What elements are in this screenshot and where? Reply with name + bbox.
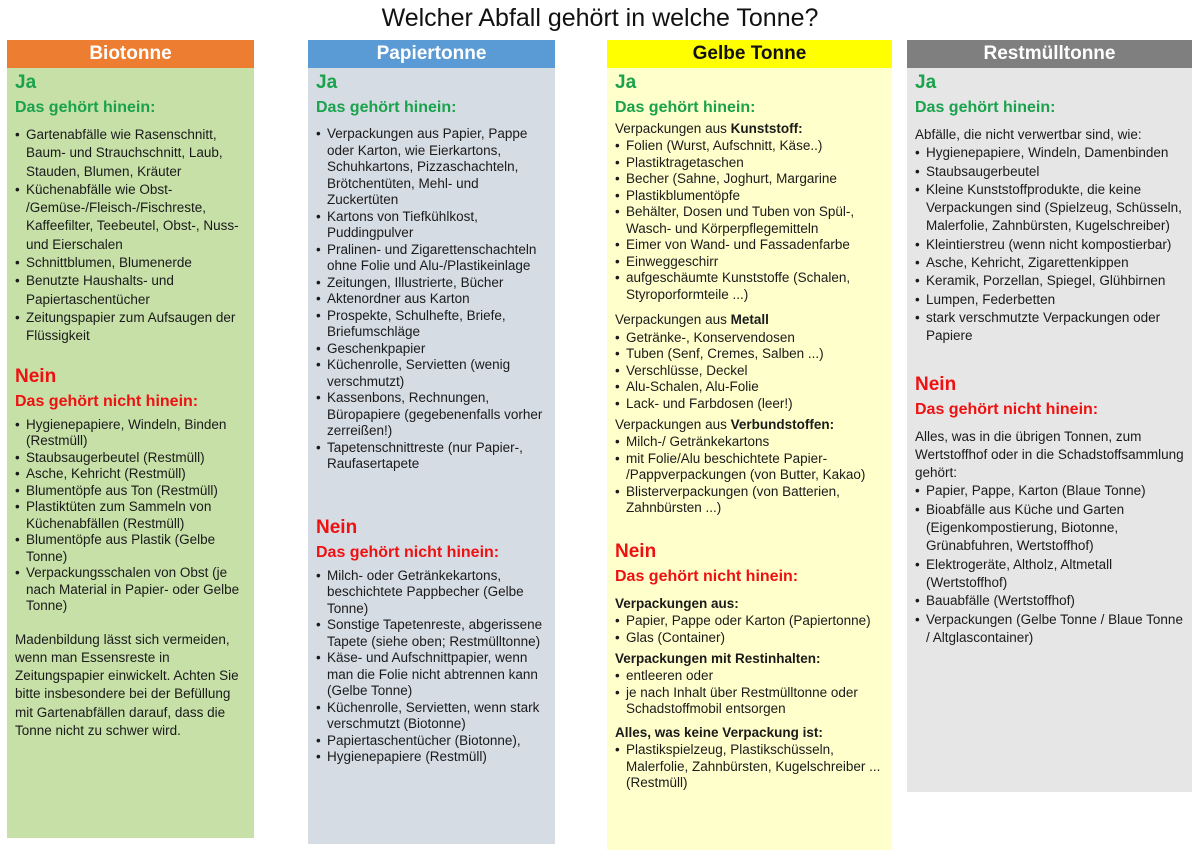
list-item: • Verpackungen (Gelbe Tonne / Blaue Tonne / Altglascontainer) — [915, 611, 1186, 648]
list-item: • Käse- und Aufschnittpapier, wenn man die Folie nicht abtrennen kann (Gelbe Tonne) — [316, 650, 549, 700]
ja-subheading: Das gehört hinein: — [915, 99, 1056, 116]
kunststoff-list — [615, 138, 886, 303]
list-item: • Plastikspielzeug, Plastikschüsseln, Malerfolie, Zahnbürsten, Kugelschreiber ... (Restmüll) — [615, 742, 886, 792]
list-item: • Aktenordner aus Karton — [316, 291, 549, 308]
group-heading-verpackungen-aus: Verpackungen aus: — [615, 595, 739, 611]
nein-heading: Nein — [316, 516, 358, 538]
list-item: • Verpackungsschalen von Obst (je nach Material in Papier- oder Gelbe Tonne) — [15, 565, 248, 615]
nein-heading: Nein — [615, 540, 657, 562]
column-body-papiertonne — [308, 68, 555, 844]
list-item: • Glas (Container) — [615, 630, 886, 647]
list-item: • Asche, Kehricht, Zigarettenkippen — [915, 254, 1186, 272]
column-header-papiertonne: Papiertonne — [308, 40, 555, 68]
list-item: • Blumentöpfe aus Ton (Restmüll) — [15, 483, 248, 500]
nein-subheading: Das gehört nicht hinein: — [15, 392, 199, 410]
list-item: • Elektrogeräte, Altholz, Altmetall (Wertstoffhof) — [915, 556, 1186, 593]
list-item: • Tuben (Senf, Cremes, Salben ...) — [615, 346, 886, 363]
list-item: • Prospekte, Schulhefte, Briefe, Briefumschläge — [316, 308, 549, 341]
note-text: Madenbildung lässt sich vermeiden, wenn man Essensreste in Zeitungspapier einwickelt. Achten Sie bitte insbesondere bei der Befüllung mit Gartenabfällen darauf, dass die Tonne nicht zu schwer wird. — [15, 631, 239, 739]
list-item: • Küchenabfälle wie Obst- /Gemüse-/Fleisch-/Fischreste, Kaffeefilter, Teebeutel, Obst-, Nuss- und Eierschalen — [15, 181, 248, 254]
list-item: • Eimer von Wand- und Fassadenfarbe — [615, 237, 886, 254]
verpackungen-aus-list — [615, 613, 886, 646]
list-item: • Folien (Wurst, Aufschnitt, Käse..) — [615, 138, 886, 155]
list-item: • Kassenbons, Rechnungen, Büropapiere (gegebenenfalls vorher zerreißen!) — [316, 390, 549, 440]
group-heading-prefix: Verpackungen aus — [615, 121, 731, 136]
list-item: • aufgeschäumte Kunststoffe (Schalen, Styroporformteile ...) — [615, 270, 886, 303]
list-item: • Lumpen, Federbetten — [915, 291, 1186, 309]
nein-list — [15, 417, 248, 615]
ja-subheading: Das gehört hinein: — [615, 99, 756, 116]
ja-heading: Ja — [615, 72, 637, 93]
list-item: • Kleine Kunststoffprodukte, die keine Verpackungen sind (Spielzeug, Schüsseln, Malerfolie, Zahnbürsten, Kugelschreiber) — [915, 181, 1186, 236]
group-heading-prefix: Verpackungen aus — [615, 312, 731, 328]
list-item: • Plastikblumentöpfe — [615, 188, 886, 205]
keine-verpackung-list — [615, 742, 886, 792]
list-item: • Papier, Pappe, Karton (Blaue Tonne) — [915, 482, 1186, 500]
list-item: • Bauabfälle (Wertstoffhof) — [915, 592, 1186, 610]
list-item: • mit Folie/Alu beschichtete Papier- /Pappverpackungen (von Butter, Kakao) — [615, 451, 886, 484]
column-biotonne — [7, 40, 254, 838]
nein-list — [316, 568, 549, 766]
list-item: • je nach Inhalt über Restmülltonne oder Schadstoffmobil entsorgen — [615, 685, 886, 718]
ja-heading: Ja — [915, 72, 937, 93]
list-item: • Behälter, Dosen und Tuben von Spül-, Wasch- und Körperpflegemitteln — [615, 204, 886, 237]
list-item: • Kartons von Tiefkühlkost, Puddingpulver — [316, 209, 549, 242]
nein-heading: Nein — [15, 365, 57, 387]
ja-heading: Ja — [15, 72, 37, 93]
ja-list — [915, 144, 1186, 345]
list-item: • Zeitungen, Illustrierte, Bücher — [316, 275, 549, 292]
nein-list — [915, 482, 1186, 647]
list-item: • Alu-Schalen, Alu-Folie — [615, 379, 886, 396]
page-title: Welcher Abfall gehört in welche Tonne? — [381, 4, 819, 32]
column-header-restmuelltonne: Restmülltonne — [907, 40, 1192, 68]
ja-heading: Ja — [316, 72, 338, 93]
nein-heading: Nein — [915, 373, 957, 395]
nein-subheading: Das gehört nicht hinein: — [615, 567, 799, 585]
group-heading-metall — [615, 311, 886, 329]
list-item: • entleeren oder — [615, 668, 886, 685]
list-item: • Becher (Sahne, Joghurt, Margarine — [615, 171, 886, 188]
list-item: • Verschlüsse, Deckel — [615, 363, 886, 380]
list-item: • Bioabfälle aus Küche und Garten (Eigenkompostierung, Biotonne, Grünabfuhren, Wertstoffhof) — [915, 501, 1186, 556]
list-item: • Küchenrolle, Servietten (wenig verschmutzt) — [316, 357, 549, 390]
list-item: • Benutzte Haushalts- und Papiertaschentücher — [15, 272, 248, 309]
list-item: • Staubsaugerbeutel (Restmüll) — [15, 450, 248, 467]
list-item: • Tapetenschnittreste (nur Papier-, Raufasertapete — [316, 440, 549, 473]
group-heading-bold: Kunststoff — [730, 121, 799, 136]
list-item: • Plastiktüten zum Sammeln von Küchenabfällen (Restmüll) — [15, 499, 248, 532]
group-heading-suffix: : — [798, 121, 803, 136]
list-item: • Blumentöpfe aus Plastik (Gelbe Tonne) — [15, 532, 248, 565]
list-item: • Einweggeschirr — [615, 254, 886, 271]
list-item: • Zeitungspapier zum Aufsaugen der Flüssigkeit — [15, 309, 248, 346]
list-item: • Keramik, Porzellan, Spiegel, Glühbirnen — [915, 272, 1186, 290]
list-item: • Gartenabfälle wie Rasenschnitt, Baum- und Strauchschnitt, Laub, Stauden, Blumen, Kräuter — [15, 126, 248, 181]
column-gelbe-tonne — [607, 40, 892, 850]
column-header-gelbe-tonne: Gelbe Tonne — [607, 40, 892, 68]
group-heading-prefix: Verpackungen aus — [615, 417, 731, 433]
ja-subheading: Das gehört hinein: — [316, 99, 457, 116]
column-header-biotonne: Biotonne — [7, 40, 254, 68]
group-heading-bold: Metall — [730, 312, 769, 328]
list-item: • Getränke-, Konservendosen — [615, 330, 886, 347]
ja-subheading: Das gehört hinein: — [15, 99, 156, 116]
list-item: • Geschenkpapier — [316, 341, 549, 358]
nein-subheading: Das gehört nicht hinein: — [316, 543, 500, 561]
list-item: • Blisterverpackungen (von Batterien, Zahnbürsten ...) — [615, 484, 886, 517]
list-item: • Schnittblumen, Blumenerde — [15, 254, 248, 272]
list-item: • Staubsaugerbeutel — [915, 163, 1186, 181]
group-heading-restinhalte: Verpackungen mit Restinhalten: — [615, 651, 821, 667]
ja-intro: Abfälle, die nicht verwertbar sind, wie: — [915, 127, 1142, 142]
list-item: • Verpackungen aus Papier, Pappe oder Karton, wie Eierkartons, Schuhkartons, Pizzaschachteln, Brötchentüten, Mehl- und Zuckertüten — [316, 126, 549, 209]
list-item: • Papiertaschentücher (Biotonne), — [316, 733, 549, 750]
list-item: • Milch-/ Getränkekartons — [615, 434, 886, 451]
restinhalte-list — [615, 668, 886, 718]
list-item: • Asche, Kehricht (Restmüll) — [15, 466, 248, 483]
column-body-restmuelltonne — [907, 68, 1192, 792]
column-body-gelbe-tonne — [607, 68, 892, 850]
list-item: • Hygienepapiere, Windeln, Binden (Restmüll) — [15, 417, 248, 450]
group-heading-kunststoff — [615, 120, 886, 138]
group-heading-bold: Verbundstoffen: — [730, 417, 835, 433]
nein-intro: Alles, was in die übrigen Tonnen, zum Wertstoffhof oder in die Schadstoffsammlung gehört: — [915, 428, 1184, 481]
ja-list — [15, 126, 248, 346]
list-item: • Pralinen- und Zigarettenschachteln ohne Folie und Alu-/Plastikeinlage — [316, 242, 549, 275]
metall-list — [615, 330, 886, 413]
verbund-list — [615, 434, 886, 517]
list-item: • stark verschmutzte Verpackungen oder Papiere — [915, 309, 1186, 346]
list-item: • Milch- oder Getränkekartons, beschichtete Pappbecher (Gelbe Tonne) — [316, 568, 549, 618]
list-item: • Papier, Pappe oder Karton (Papiertonne) — [615, 613, 886, 630]
column-restmuelltonne — [907, 40, 1192, 792]
list-item: • Sonstige Tapetenreste, abgerissene Tapete (siehe oben; Restmülltonne) — [316, 617, 549, 650]
list-item: • Lack- und Farbdosen (leer!) — [615, 396, 886, 413]
list-item: • Kleintierstreu (wenn nicht kompostierbar) — [915, 236, 1186, 254]
list-item: • Hygienepapiere, Windeln, Damenbinden — [915, 144, 1186, 162]
list-item: • Küchenrolle, Servietten, wenn stark verschmutzt (Biotonne) — [316, 700, 549, 733]
list-item: • Hygienepapiere (Restmüll) — [316, 749, 549, 766]
ja-list — [316, 126, 549, 473]
group-heading-keine-verpackung: Alles, was keine Verpackung ist: — [615, 724, 823, 740]
nein-subheading: Das gehört nicht hinein: — [915, 400, 1099, 418]
column-body-biotonne — [7, 68, 254, 838]
list-item: • Plastiktragetaschen — [615, 155, 886, 172]
column-papiertonne — [308, 40, 555, 844]
group-heading-verbund — [615, 416, 886, 434]
